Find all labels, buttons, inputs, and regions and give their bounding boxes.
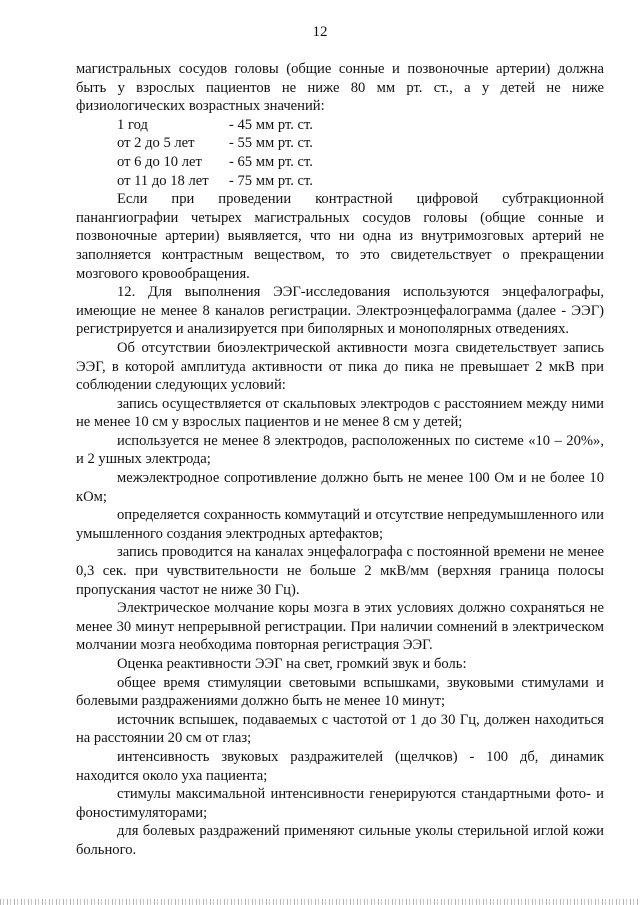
- condition-item: запись осуществляется от скальповых электродов с расстоянием между ними не менее 10 см у взрослых пациентов и не менее 8 см у детей;: [76, 395, 604, 431]
- condition-item: запись проводится на каналах энцефалографа с постоянной времени не менее 0,3 сек. при чувствительности не больше 2 мкВ/мм (верхняя граница полосы пропускания частот не ниже 30 Гц).: [76, 544, 604, 598]
- age-row: [117, 116, 313, 135]
- condition-item: определяется сохранность коммутаций и отсутствие непредумышленного или умышленного создания электродных артефактов;: [76, 507, 604, 542]
- stimulation-item: стимулы максимальной интенсивности генерируются стандартными фото- и фоностимуляторами;: [76, 786, 604, 821]
- age-label: от 2 до 5 лет: [117, 135, 195, 152]
- pressure-value: - 75 мм рт. ст.: [229, 172, 313, 189]
- paragraph-eeg-equipment: 12. Для выполнения ЭЭГ-исследования используются энцефалографы, имеющие не менее 8 каналов регистрации. Электроэнцефалограмма (далее - ЭЭГ) регистрируется и анализируется при биполярных и монополярных отведениях.: [76, 284, 604, 338]
- paragraph-reactivity: Оценка реактивности ЭЭГ на свет, громкий звук и боль:: [117, 656, 467, 672]
- stimulation-item: источник вспышек, подаваемых с частотой от 1 до 30 Гц, должен находиться на расстоянии 20 см от глаз;: [76, 711, 604, 747]
- age-label: от 11 до 18 лет: [117, 172, 209, 189]
- age-row: [117, 172, 313, 191]
- page-number: 12: [312, 24, 328, 40]
- age-pressure-table: [117, 116, 313, 190]
- age-label: от 6 до 10 лет: [117, 153, 202, 170]
- pressure-value: - 65 мм рт. ст.: [229, 153, 313, 170]
- scan-edge-noise: [0, 899, 640, 905]
- paragraph-intro: магистральных сосудов головы (общие сонные и позвоночные артерии) должна быть у взрослых пациентов не ниже 80 мм рт. ст., а у детей не ниже физиологических возрастных значений:: [76, 61, 604, 115]
- pressure-value: - 45 мм рт. ст.: [229, 116, 313, 133]
- stimulation-item: интенсивность звуковых раздражителей (щелчков) - 100 дб, динамик находится около уха пациента;: [76, 748, 604, 784]
- stimulation-item: общее время стимуляции световыми вспышками, звуковыми стимулами и болевыми раздражениями должно быть не менее 10 минут;: [76, 674, 604, 710]
- condition-item: используется не менее 8 электродов, расположенных по системе «10 – 20%», и 2 ушных электрода;: [76, 432, 604, 468]
- stimulation-item: для болевых раздражений применяют сильные уколы стерильной иглой кожи больного.: [76, 823, 604, 858]
- age-row: [117, 153, 313, 172]
- paragraph-electrical-silence: Электрическое молчание коры мозга в этих условиях должно сохраняться не менее 30 минут непрерывной регистрации. При наличии сомнений в электрическом молчании мозга необходима повторная регистрация ЭЭГ.: [76, 600, 604, 654]
- condition-item: межэлектродное сопротивление должно быть не менее 100 Ом и не более 10 кОм;: [76, 470, 604, 505]
- paragraph-eeg-criteria: Об отсутствии биоэлектрической активности мозга свидетельствует запись ЭЭГ, в которой амплитуда активности от пика до пика не превышает 2 мкВ при соблюдении следующих условий:: [76, 339, 604, 394]
- age-row: [117, 134, 313, 153]
- paragraph-angiography: Если при проведении контрастной цифровой субтракционной панангиографии четырех магистральных сосудов головы (общие сонные и позвоночные артерии) выявляется, что ни одна из внутримозговых артерий не заполняется контрастным веществом, то это свидетельствует о прекращении мозгового кровообращения.: [76, 191, 604, 282]
- age-label: 1 год: [117, 116, 148, 133]
- document-body: [76, 60, 604, 860]
- pressure-value: - 55 мм рт. ст.: [229, 135, 313, 152]
